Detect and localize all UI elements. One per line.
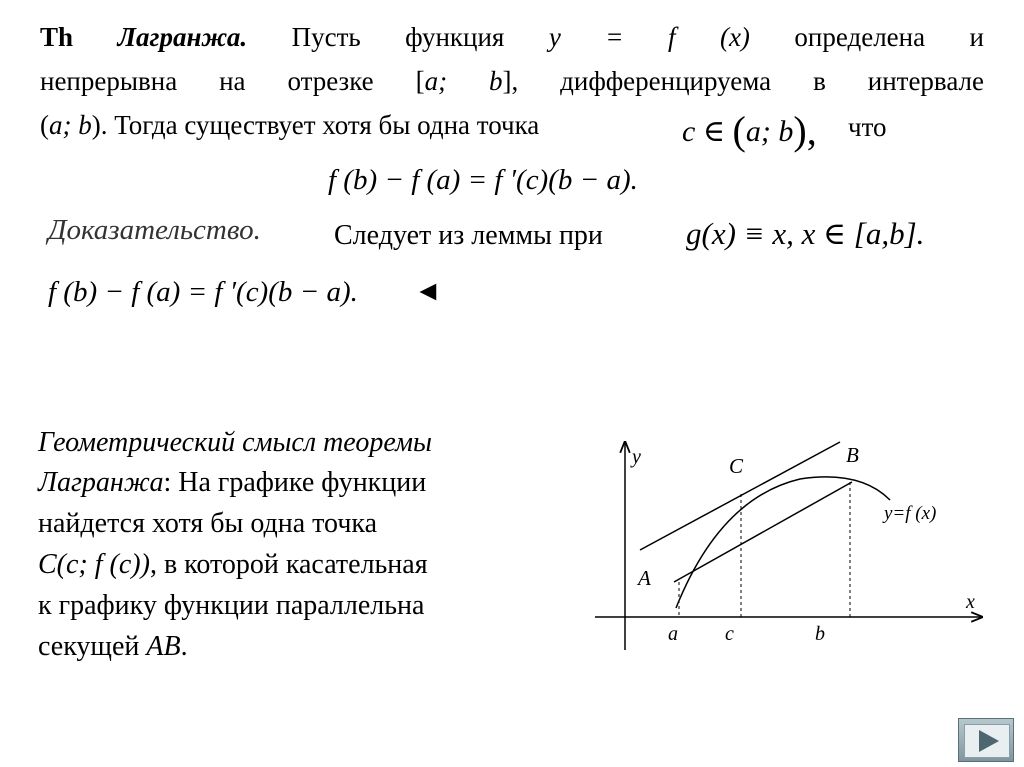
next-slide-button[interactable] [958,718,1014,762]
geo-point-C: C(c; f (c)) [38,549,150,580]
geo-line-1: Геометрический смысл теоремы [38,427,432,458]
theorem-text-1-end: определена и [749,22,985,52]
geo-line-5: к графику функции параллельна [38,590,425,621]
big-paren-close: ), [793,108,817,153]
big-paren-open: ( [732,108,746,153]
geo-line-3: найдется хотя бы одна точка [38,508,378,539]
proof-formula: f (b) − f (a) = f ′(c)(b − a). [48,276,358,308]
theorem-paren-open: ( [40,110,49,140]
proof-condition: g(x) ≡ x, x ∈ [a,b]. [686,216,925,251]
geo-line-4-rest: , в которой касательная [149,549,428,580]
theorem-text-1: Пусть функция [247,22,549,52]
secant-line [674,482,852,582]
point-B-label: B [846,443,859,467]
theorem-interval: a; b [49,110,92,140]
element-of-symbol: ∈ [695,115,733,148]
main-formula: f (b) − f (a) = f ′(c)(b − a). [328,164,638,196]
geo-lagrange: Лагранжа [38,467,164,498]
geo-secant-AB: AB [146,631,181,662]
point-c: c [682,115,696,148]
geo-period: . [180,631,188,662]
proof-text: Следует из леммы при [334,220,603,251]
tick-b-label: b [815,623,825,645]
axis-x-label: x [966,591,975,613]
axis-y-label: y [632,446,641,468]
qed-triangle-icon: ◄ [414,276,442,307]
theorem-name: Лагранжа. [117,22,248,52]
theorem-lead: Th [40,22,74,52]
function-curve [676,477,890,608]
curve-label: y=f (x) [884,503,937,524]
geo-line-2-rest: : На графике функции [163,467,427,498]
theorem-text-2b: ], дифференцируема в интервале [502,66,985,96]
theorem-function: y = f (x) [548,22,750,52]
theorem-segment: a; b [424,66,503,96]
point-A-label: A [638,566,651,590]
point-interval: a; b [745,115,794,148]
theorem-text-3: ). Тогда существует хотя бы одна точка [91,110,540,140]
tick-a-label: a [668,623,678,645]
theorem-text-2a: непрерывна на отрезке [ [40,66,425,96]
next-arrow-icon [965,725,1009,757]
next-slide-button-face[interactable] [964,724,1010,758]
theorem-that: что [848,112,887,142]
proof-label: Доказательство. [48,214,261,246]
geo-line-6-text: секущей [38,631,147,662]
tick-c-label: c [725,623,734,645]
point-C-label: C [729,454,744,478]
